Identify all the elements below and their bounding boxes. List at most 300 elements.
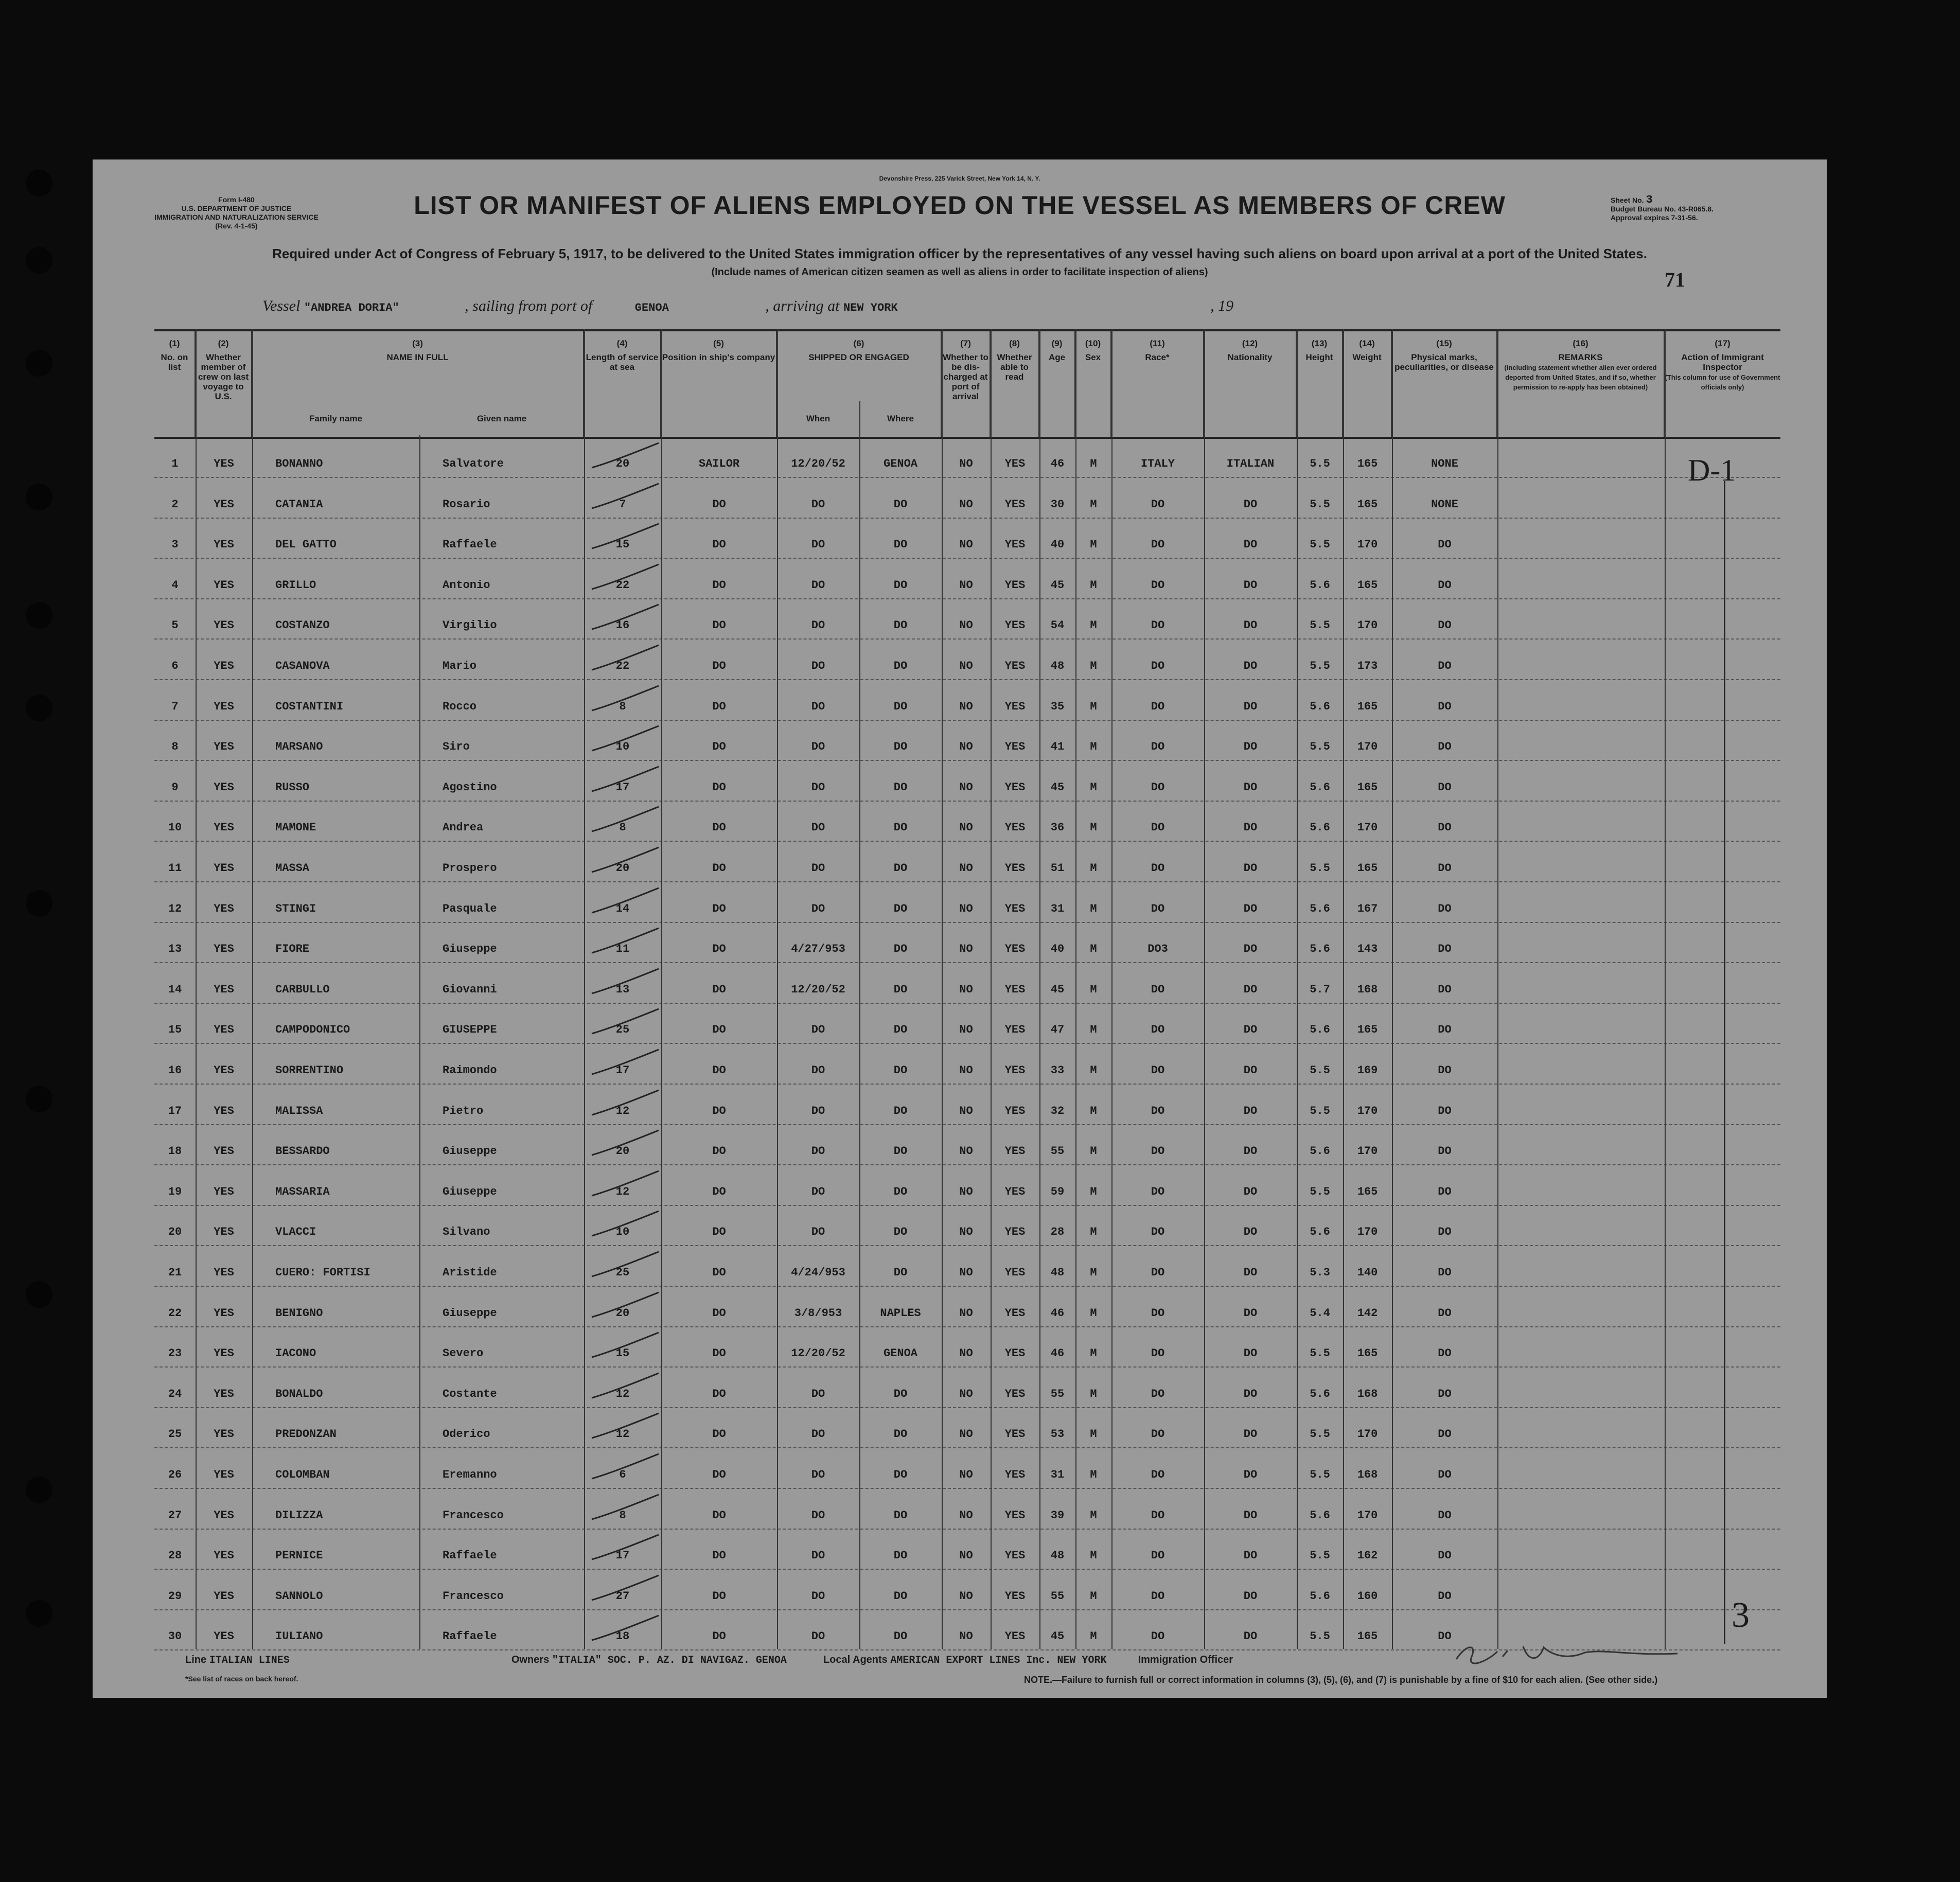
sex-cell: M <box>1090 1347 1097 1360</box>
shipped-where-cell: DO <box>893 1185 908 1198</box>
age-cell: 48 <box>1050 1266 1065 1279</box>
table-row <box>154 1165 1780 1206</box>
weight-cell: 165 <box>1357 780 1378 794</box>
column-divider <box>991 329 992 1649</box>
punch-hole <box>26 247 52 274</box>
given-name-cell: Pasquale <box>443 902 497 915</box>
shipped-where-cell: DO <box>893 1549 908 1563</box>
physical-marks-cell: DO <box>1438 780 1452 794</box>
position-cell: DO <box>712 578 726 592</box>
physical-marks-cell: DO <box>1438 1185 1452 1198</box>
crew-last-voyage-cell: YES <box>214 1347 234 1360</box>
nationality-cell: DO <box>1243 1306 1258 1320</box>
crew-last-voyage-cell: YES <box>214 1104 234 1117</box>
shipped-where-cell: DO <box>893 1266 908 1279</box>
position-cell: DO <box>712 1549 726 1563</box>
given-name-cell: Prospero <box>443 862 497 875</box>
check-mark-icon <box>589 1008 661 1039</box>
able-to-read-cell: YES <box>1004 943 1026 956</box>
sex-cell: M <box>1090 1145 1097 1158</box>
sex-cell: M <box>1090 1630 1097 1643</box>
nationality-cell: DO <box>1243 943 1258 956</box>
service-length-cell: 12 <box>615 1387 630 1400</box>
service-length-cell: 8 <box>619 700 626 713</box>
position-cell: DO <box>712 1226 726 1239</box>
discharge-cell: NO <box>959 780 973 794</box>
service-length-cell: 10 <box>615 740 630 754</box>
row-number-cell: 6 <box>171 660 179 672</box>
physical-marks-cell: DO <box>1438 1428 1452 1441</box>
row-number-cell: 13 <box>168 943 182 956</box>
age-cell: 41 <box>1050 740 1065 754</box>
service-length-cell: 27 <box>615 1589 630 1603</box>
sex-cell: M <box>1090 660 1097 672</box>
height-cell: 5.6 <box>1310 1387 1330 1400</box>
sex-cell: M <box>1090 578 1097 592</box>
table-row <box>154 1488 1780 1530</box>
discharge-cell: NO <box>959 902 973 915</box>
check-mark-icon <box>589 644 661 675</box>
weight-cell: 170 <box>1357 1226 1378 1239</box>
shipped-when-cell: 12/20/52 <box>791 1347 845 1360</box>
family-name-cell: BENIGNO <box>275 1306 323 1320</box>
position-cell: DO <box>712 1185 726 1198</box>
physical-marks-cell: DO <box>1438 740 1452 754</box>
col-header-crew: (2) Whether member of crew on last voyage to U.S. <box>196 331 252 437</box>
table-row <box>154 1246 1780 1287</box>
position-cell: DO <box>712 821 726 835</box>
age-cell: 55 <box>1050 1145 1065 1158</box>
shipped-where-cell: DO <box>893 538 908 552</box>
line-value: ITALIAN LINES <box>209 1655 290 1666</box>
discharge-cell: NO <box>959 983 973 996</box>
vessel-line <box>262 297 1233 315</box>
sex-cell: M <box>1090 1306 1097 1320</box>
weight-cell: 170 <box>1357 1508 1378 1522</box>
shipped-where-cell: DO <box>893 862 908 875</box>
able-to-read-cell: YES <box>1004 1226 1026 1239</box>
crew-last-voyage-cell: YES <box>214 1508 234 1522</box>
table-row <box>154 437 1780 478</box>
printer-credit: Devonshire Press, 225 Varick Street, New York 14, N. Y. <box>879 175 1040 182</box>
shipped-when-cell: DO <box>811 740 825 754</box>
weight-cell: 167 <box>1357 902 1378 915</box>
height-cell: 5.5 <box>1310 1630 1330 1643</box>
table-row <box>154 518 1780 559</box>
family-name-cell: IULIANO <box>275 1630 323 1643</box>
form-revision: (Rev. 4-1-45) <box>215 222 258 230</box>
height-cell: 5.5 <box>1310 457 1330 470</box>
age-cell: 28 <box>1050 1226 1065 1239</box>
height-cell: 5.6 <box>1310 1145 1330 1158</box>
department-name: U.S. DEPARTMENT OF JUSTICE <box>181 204 292 212</box>
weight-cell: 140 <box>1357 1266 1378 1279</box>
physical-marks-cell: DO <box>1438 1226 1452 1239</box>
table-row <box>154 639 1780 680</box>
service-length-cell: 7 <box>619 498 626 511</box>
age-cell: 45 <box>1050 578 1065 592</box>
table-row <box>154 1367 1780 1408</box>
check-mark-icon <box>589 442 661 473</box>
table-row <box>154 1286 1780 1327</box>
sex-cell: M <box>1090 1589 1097 1603</box>
inspector-mark: D-1 <box>1688 453 1736 487</box>
nationality-cell: DO <box>1243 1145 1258 1158</box>
race-cell: DO <box>1151 821 1165 835</box>
table-row <box>154 598 1780 640</box>
race-cell: DO <box>1151 538 1165 552</box>
nationality-cell: DO <box>1243 1387 1258 1400</box>
check-mark-icon <box>589 483 661 513</box>
age-cell: 53 <box>1050 1428 1065 1441</box>
row-number-cell: 16 <box>168 1064 182 1077</box>
weight-cell: 170 <box>1357 538 1378 552</box>
shipped-where-cell: DO <box>893 1023 908 1037</box>
shipped-when-cell: DO <box>811 700 825 713</box>
col-header-where: Where <box>887 414 914 423</box>
inspector-ditto-line <box>1724 481 1725 1644</box>
row-number-cell: 8 <box>171 740 179 754</box>
race-cell: DO <box>1151 1549 1165 1563</box>
height-cell: 5.5 <box>1310 619 1330 632</box>
col-header-family: Family name <box>309 414 362 423</box>
discharge-cell: NO <box>959 1145 973 1158</box>
column-divider <box>1039 329 1040 1649</box>
able-to-read-cell: YES <box>1004 700 1026 713</box>
able-to-read-cell: YES <box>1004 1266 1026 1279</box>
row-number-cell: 26 <box>168 1468 182 1481</box>
height-cell: 5.6 <box>1310 902 1330 915</box>
position-cell: DO <box>712 983 726 996</box>
agents-value: AMERICAN EXPORT LINES Inc. NEW YORK <box>890 1655 1107 1666</box>
given-name-cell: Raffaele <box>443 1630 497 1643</box>
shipped-where-cell: DO <box>893 660 908 672</box>
discharge-cell: NO <box>959 1185 973 1198</box>
race-cell: DO <box>1151 660 1165 672</box>
height-cell: 5.5 <box>1310 740 1330 754</box>
able-to-read-cell: YES <box>1004 457 1026 470</box>
race-cell: DO <box>1151 1306 1165 1320</box>
given-name-cell: Francesco <box>443 1589 504 1603</box>
races-note: *See list of races on back hereof. <box>185 1675 298 1683</box>
service-length-cell: 8 <box>619 1508 626 1522</box>
weight-cell: 165 <box>1357 578 1378 592</box>
family-name-cell: CASANOVA <box>275 660 330 672</box>
physical-marks-cell: DO <box>1438 1104 1452 1117</box>
sex-cell: M <box>1090 1023 1097 1037</box>
service-length-cell: 20 <box>615 457 630 470</box>
age-cell: 48 <box>1050 1549 1065 1563</box>
nationality-cell: DO <box>1243 1266 1258 1279</box>
able-to-read-cell: YES <box>1004 578 1026 592</box>
given-name-cell: Costante <box>443 1387 497 1400</box>
crew-last-voyage-cell: YES <box>214 1387 234 1400</box>
nationality-cell: DO <box>1243 660 1258 672</box>
discharge-cell: NO <box>959 1468 973 1481</box>
check-mark-icon <box>589 1534 661 1565</box>
form-subnote: (Include names of American citizen seamen as well as aliens in order to facilitate inspection of aliens) <box>711 267 1208 278</box>
shipped-when-cell: DO <box>811 1226 825 1239</box>
col-header-age: (9) Age <box>1039 331 1075 437</box>
year-label: , 19 <box>1210 297 1234 314</box>
shipped-where-cell: DO <box>893 1468 908 1481</box>
shipped-where-cell: DO <box>893 1064 908 1077</box>
position-cell: DO <box>712 902 726 915</box>
age-cell: 31 <box>1050 1468 1065 1481</box>
discharge-cell: NO <box>959 862 973 875</box>
able-to-read-cell: YES <box>1004 1023 1026 1037</box>
check-mark-icon <box>589 1331 661 1362</box>
col-header-service: (4) Length of service at sea <box>584 331 661 437</box>
crew-last-voyage-cell: YES <box>214 1549 234 1563</box>
discharge-cell: NO <box>959 700 973 713</box>
given-name-cell: Francesco <box>443 1508 504 1522</box>
service-length-cell: 20 <box>615 1145 630 1158</box>
table-row <box>154 841 1780 882</box>
position-cell: DO <box>712 1306 726 1320</box>
age-cell: 45 <box>1050 780 1065 794</box>
col-header-no: (1) No. on list <box>154 331 196 437</box>
form-number: Form I-480 <box>218 196 255 204</box>
physical-marks-cell: DO <box>1438 943 1452 956</box>
service-length-cell: 10 <box>615 1226 630 1239</box>
weight-cell: 168 <box>1357 1387 1378 1400</box>
discharge-cell: NO <box>959 1347 973 1360</box>
form-subtitle: Required under Act of Congress of February 5, 1917, to be delivered to the United States immigration officer by the representatives of any vessel having such aliens on board upon arrival at a port of the United States. <box>272 246 1647 261</box>
shipped-where-cell: DO <box>893 1226 908 1239</box>
able-to-read-cell: YES <box>1004 1387 1026 1400</box>
discharge-cell: NO <box>959 1589 973 1603</box>
weight-cell: 142 <box>1357 1306 1378 1320</box>
age-cell: 36 <box>1050 821 1065 835</box>
service-length-cell: 15 <box>615 1347 630 1360</box>
check-mark-icon <box>589 1170 661 1201</box>
service-length-cell: 22 <box>615 660 630 672</box>
position-cell: DO <box>712 1104 726 1117</box>
physical-marks-cell: DO <box>1438 1347 1452 1360</box>
table-row <box>154 1448 1780 1489</box>
crew-last-voyage-cell: YES <box>214 1468 234 1481</box>
race-cell: DO <box>1151 1266 1165 1279</box>
physical-marks-cell: DO <box>1438 902 1452 915</box>
punch-hole <box>26 1281 52 1308</box>
sex-cell: M <box>1090 457 1097 470</box>
column-divider <box>1343 329 1344 1649</box>
family-name-cell: COLOMBAN <box>275 1468 330 1481</box>
service-length-cell: 14 <box>615 902 630 915</box>
shipped-when-cell: 4/24/953 <box>791 1266 845 1279</box>
row-number-cell: 14 <box>168 983 182 996</box>
height-cell: 5.6 <box>1310 1226 1330 1239</box>
shipped-where-cell: DO <box>893 1589 908 1603</box>
nationality-cell: DO <box>1243 780 1258 794</box>
shipped-when-cell: DO <box>811 660 825 672</box>
col-header-nationality: (12) Nationality <box>1204 331 1297 437</box>
family-name-cell: BESSARDO <box>275 1145 330 1158</box>
row-number-cell: 30 <box>168 1630 182 1643</box>
age-cell: 45 <box>1050 983 1065 996</box>
discharge-cell: NO <box>959 498 973 511</box>
able-to-read-cell: YES <box>1004 619 1026 632</box>
family-name-cell: FIORE <box>275 943 310 956</box>
shipped-when-cell: DO <box>811 1185 825 1198</box>
shipped-where-cell: DO <box>893 619 908 632</box>
check-mark-icon <box>589 887 661 918</box>
shipped-when-cell: DO <box>811 619 825 632</box>
shipped-where-cell: DO <box>893 902 908 915</box>
age-cell: 55 <box>1050 1589 1065 1603</box>
race-cell: DO <box>1151 1630 1165 1643</box>
service-length-cell: 25 <box>615 1266 630 1279</box>
col-header-weight: (14) Weight <box>1343 331 1392 437</box>
sheet-label: Sheet No. <box>1611 196 1644 204</box>
shipped-where-cell: DO <box>893 1104 908 1117</box>
family-name-cell: VLACCI <box>275 1226 316 1239</box>
sheet-info <box>1611 193 1714 222</box>
shipped-where-cell: DO <box>893 821 908 835</box>
table-row <box>154 477 1780 519</box>
crew-last-voyage-cell: YES <box>214 1226 234 1239</box>
service-length-cell: 18 <box>615 1630 630 1643</box>
given-name-cell: Eremanno <box>443 1468 497 1481</box>
shipped-where-cell: DO <box>893 1145 908 1158</box>
height-cell: 5.5 <box>1310 498 1330 511</box>
position-cell: DO <box>712 1064 726 1077</box>
shipped-when-cell: DO <box>811 498 825 511</box>
given-name-cell: Raffaele <box>443 1549 497 1563</box>
col-header-race: (11) Race* <box>1111 331 1204 437</box>
able-to-read-cell: YES <box>1004 498 1026 511</box>
weight-cell: 165 <box>1357 1347 1378 1360</box>
height-cell: 5.5 <box>1310 1104 1330 1117</box>
height-cell: 5.6 <box>1310 700 1330 713</box>
weight-cell: 165 <box>1357 862 1378 875</box>
family-name-cell: DEL GATTO <box>275 538 337 552</box>
given-name-cell: Andrea <box>443 821 484 835</box>
age-cell: 55 <box>1050 1387 1065 1400</box>
age-cell: 59 <box>1050 1185 1065 1198</box>
race-cell: DO <box>1151 1145 1165 1158</box>
given-name-cell: Giuseppe <box>443 1145 497 1158</box>
discharge-cell: NO <box>959 578 973 592</box>
shipped-where-cell: GENOA <box>883 1347 917 1360</box>
family-name-cell: MASSA <box>275 862 310 875</box>
shipped-where-cell: DO <box>893 1428 908 1441</box>
given-name-cell: Giuseppe <box>443 1185 497 1198</box>
check-mark-icon <box>589 725 661 756</box>
page-title: LIST OR MANIFEST OF ALIENS EMPLOYED ON THE VESSEL AS MEMBERS OF CREW <box>414 191 1506 220</box>
row-number-cell: 21 <box>168 1266 182 1279</box>
officer-signature <box>1451 1641 1683 1664</box>
line-label: Line <box>185 1654 207 1665</box>
sheet-number: 3 <box>1646 193 1653 206</box>
table-row <box>154 1205 1780 1246</box>
table-row <box>154 558 1780 599</box>
given-name-cell: Antonio <box>443 578 490 592</box>
physical-marks-cell: DO <box>1438 1145 1452 1158</box>
discharge-cell: NO <box>959 1549 973 1563</box>
position-cell: DO <box>712 498 726 511</box>
shipped-when-cell: 12/20/52 <box>791 457 845 470</box>
sex-cell: M <box>1090 862 1097 875</box>
race-cell: DO <box>1151 1023 1165 1037</box>
position-cell: DO <box>712 862 726 875</box>
nationality-cell: DO <box>1243 1508 1258 1522</box>
height-cell: 5.5 <box>1310 538 1330 552</box>
check-mark-icon <box>589 1412 661 1443</box>
table-row <box>154 1326 1780 1368</box>
row-number-cell: 28 <box>168 1549 182 1563</box>
given-name-cell: Rosario <box>443 498 490 511</box>
height-cell: 5.5 <box>1310 1428 1330 1441</box>
given-name-cell: Mario <box>443 660 477 672</box>
check-mark-icon <box>589 766 661 796</box>
shipped-where-cell: DO <box>893 578 908 592</box>
able-to-read-cell: YES <box>1004 780 1026 794</box>
sex-cell: M <box>1090 1064 1097 1077</box>
footer <box>185 1654 1233 1666</box>
age-cell: 39 <box>1050 1508 1065 1522</box>
family-name-cell: GRILLO <box>275 578 316 592</box>
race-cell: DO <box>1151 1387 1165 1400</box>
able-to-read-cell: YES <box>1004 1104 1026 1117</box>
table-row <box>154 1043 1780 1085</box>
arrival-port: NEW YORK <box>843 301 898 314</box>
race-cell: DO <box>1151 1468 1165 1481</box>
nationality-cell: DO <box>1243 1630 1258 1643</box>
punch-hole <box>26 695 52 721</box>
shipped-when-cell: DO <box>811 578 825 592</box>
column-divider <box>584 329 585 1649</box>
nationality-cell: DO <box>1243 1589 1258 1603</box>
crew-last-voyage-cell: YES <box>214 780 234 794</box>
legal-note: NOTE.—Failure to furnish full or correct information in columns (3), (5), (6), and (7) is punishable by a fine of $10 for each alien. (See other side.) <box>1024 1675 1658 1685</box>
physical-marks-cell: DO <box>1438 862 1452 875</box>
age-cell: 35 <box>1050 700 1065 713</box>
crew-last-voyage-cell: YES <box>214 619 234 632</box>
position-cell: DO <box>712 943 726 956</box>
physical-marks-cell: DO <box>1438 1064 1452 1077</box>
physical-marks-cell: DO <box>1438 1266 1452 1279</box>
sex-cell: M <box>1090 1549 1097 1563</box>
physical-marks-cell: NONE <box>1431 498 1458 511</box>
crew-last-voyage-cell: YES <box>214 1589 234 1603</box>
weight-cell: 170 <box>1357 1104 1378 1117</box>
race-cell: DO <box>1151 1508 1165 1522</box>
position-cell: DO <box>712 1589 726 1603</box>
nationality-cell: DO <box>1243 821 1258 835</box>
family-name-cell: COSTANTINI <box>275 700 344 713</box>
crew-last-voyage-cell: YES <box>214 821 234 835</box>
column-divider <box>1392 329 1393 1649</box>
age-cell: 46 <box>1050 1347 1065 1360</box>
weight-cell: 170 <box>1357 619 1378 632</box>
service-length-cell: 12 <box>615 1104 630 1117</box>
sex-cell: M <box>1090 498 1097 511</box>
table-row <box>154 801 1780 842</box>
crew-last-voyage-cell: YES <box>214 1630 234 1643</box>
position-cell: DO <box>712 780 726 794</box>
family-name-cell: BONANNO <box>275 457 323 470</box>
budget-bureau: Budget Bureau No. 43-R065.8. <box>1611 205 1714 213</box>
col-header-position: (5) Position in ship's company <box>661 331 777 437</box>
race-cell: DO3 <box>1147 943 1168 956</box>
shipped-when-cell: DO <box>811 1023 825 1037</box>
column-divider <box>1111 329 1113 1649</box>
weight-cell: 170 <box>1357 740 1378 754</box>
owners-label: Owners <box>511 1654 550 1665</box>
crew-last-voyage-cell: YES <box>214 457 234 470</box>
